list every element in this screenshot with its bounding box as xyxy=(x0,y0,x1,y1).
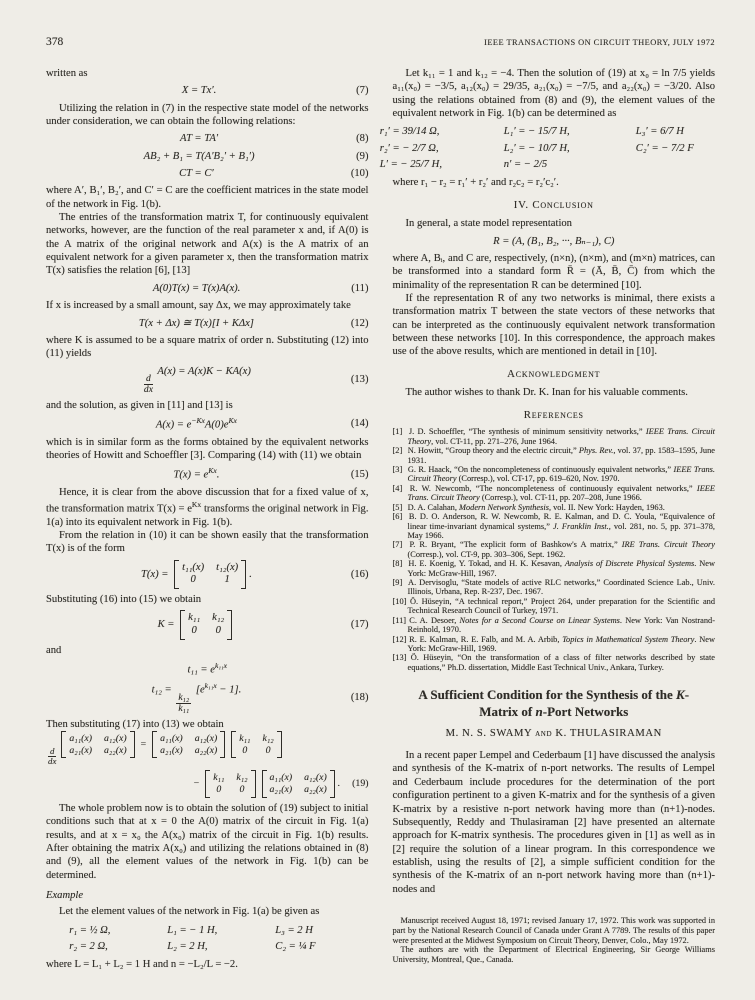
paragraph-where-coefficients: where A′, B₁′, B₂′, and C′ = C are the coefficient matrices in the state model of the network in Fig. 1(b). xyxy=(46,185,369,210)
reference-item: [13] Ö. Hüseyin, “On the transformation of a class of filter networks described by state equations,” Ph.D. dissertation, Middle East Technical Univ., Ankara, Turkey. xyxy=(392,653,715,672)
reference-item: [6] B. D. O. Anderson, R. W. Newcomb, R. E. Kalman, and D. C. Youla, “Equivalence of linear time-invariant dynamical systems,” J. Franklin Inst., vol. 281, no. 5, pp. 371–378, May 1966. xyxy=(392,512,715,540)
equation-13 xyxy=(46,365,369,395)
reference-item: [7] P. R. Bryant, “The explicit form of Bashkow's A matrix,” IRE Trans. Circuit Theory (Corresp.), vol. CT-9, pp. 303–306, Sept. 1962. xyxy=(392,540,715,559)
value-cell: L₁ = − 1 H, xyxy=(167,924,218,936)
paragraph-acknowledgment: The author wishes to thank Dr. K. Inan for his valuable comments. xyxy=(405,387,688,399)
paragraph-where-k: where K is assumed to be a square matrix of order n. Substituting (12) into (11) yields xyxy=(46,334,369,360)
equation-7 xyxy=(46,84,369,97)
paragraph-from-relation: From the relation in (10) it can be shown easily that the transformation T(x) is of the form xyxy=(46,529,369,555)
equation-body: $t_{11} = e^{k_{11}x}$ xyxy=(187,661,228,676)
equation-number: (9) xyxy=(356,150,369,162)
equation-body: K = k₁₁ k₁₂ 0 0 xyxy=(46,610,347,639)
equation-number: (14) xyxy=(350,418,369,430)
equation-19 xyxy=(46,731,369,798)
equation-11 xyxy=(46,282,369,295)
equation-19-line1: $\frac{d}{dx}$ a₁₁(x) a₁₂(x) a₂₁(x) a₂₂(x) = a₁₁(x) a₁₂(x) a₂₁(x) a₂₂(x) k₁₁ k₁₂ 0 0 xyxy=(46,731,369,767)
paragraph-hence: Hence, it is clear from the above discussion that for a fixed value of x, the transformation matrix $T(x) = e^{Kx}$ transforms the original network in Fig. 1(a) into its equivalent network in Fig. 1(b). xyxy=(46,487,369,528)
equation-t11 xyxy=(46,661,369,677)
equation-body: AB₂ + B₁ = T(A′B₂′ + B₁′) xyxy=(143,150,255,162)
equation-body: t₁₂ = $\frac{\text{k₁₂}}{\text{k₁₁}}$ $[e^{k_{11}x} - 1]$. xyxy=(151,680,242,714)
equation-body: − k₁₁ k₁₂ 0 0 a₁₁(x) a₁₂(x) a₂₁(x) a₂₂(x) . xyxy=(46,770,348,798)
value-cell: L₂ = 2 H, xyxy=(167,940,208,952)
value-cell: r₂′ = − 2/7 Ω, xyxy=(379,142,439,154)
equation-number: (15) xyxy=(350,468,369,480)
equation-number: (16) xyxy=(350,568,369,580)
equivalent-values-table xyxy=(379,125,716,171)
paragraph-in-general: In general, a state model representation xyxy=(405,218,572,230)
reference-item: [1] J. D. Schoeffler, “The synthesis of minimum sensitivity networks,” IEEE Trans. Circuit Theory, vol. CT-11, pp. 271–276, June 1964. xyxy=(392,427,715,446)
equation-number: (7) xyxy=(356,85,369,97)
paragraph-written-as: written as xyxy=(46,68,88,79)
value-cell: L₂′ = − 10/7 H, xyxy=(503,142,570,154)
reference-item: [12] R. E. Kalman, R. E. Falb, and M. A. Arbib, Topics in Mathematical System Theory. New York: McGraw-Hill, 1969. xyxy=(392,634,715,654)
example-heading: Example xyxy=(46,889,84,901)
footnote-manuscript: Manuscript received August 18, 1971; revised January 17, 1972. This work was supported in part by the National Research Council of Canada under Grant A 7789. The results of this paper were presented at the Midwest Symposium on Circuit Theory, Denver, Colo., May 1972. xyxy=(392,915,715,945)
reference-item: [4] R. W. Newcomb, “The noncompleteness of continuously equivalent networks,” IEEE Trans. Circuit Theory (Corresp.), vol. CT-11, pp. 207–208, June 1966. xyxy=(392,483,715,503)
right-column xyxy=(379,67,716,972)
reference-item: [3] G. R. Haack, “On the noncompleteness of continuously equivalent networks,” IEEE Trans. Circuit Theory (Corresp.), vol. CT-17, pp. 619–620, Nov. 1970. xyxy=(392,465,715,484)
equation-body: R = (A, (B₁, B₂, ···, Bₙ₋₁), C) xyxy=(493,235,615,247)
equation-body: A(0)T(x) = T(x)A(x). xyxy=(152,282,241,294)
paragraph-utilizing: Utilizing the relation in (7) in the respective state model of the networks under consideration, we can obtain the following relations: xyxy=(46,102,369,128)
two-column-layout xyxy=(46,67,715,972)
equation-8 xyxy=(46,132,369,145)
value-cell: n′ = − 2/5 xyxy=(503,159,548,171)
equation-body: X = Tx′. xyxy=(181,85,217,97)
references-list xyxy=(393,427,716,672)
value-cell xyxy=(636,158,728,171)
equation-body: T(x) = t₁₁(x) t₁₂(x) 0 1 . xyxy=(46,560,347,589)
equation-body: $T(x) = e^{Kx}$. xyxy=(173,466,220,481)
paragraph-which-similar: which is in similar form as the forms obtained by the equivalent networks theories of Howitt and Schoeffler [3]. Comparing (14) with (11) we obtain xyxy=(46,436,369,462)
paragraph-solution: and the solution, as given in [11] and [13] is xyxy=(46,399,233,411)
paragraph-if-x-increased: If x is increased by a small amount, say Δx, we may approximately take xyxy=(46,300,351,312)
reference-item: [2] N. Howitt, “Group theory and the electric circuit,” Phys. Rev., vol. 37, pp. 1583–1595, June 1931. xyxy=(392,446,715,465)
reference-item: [9] A. Dervisoglu, “State models of active RLC networks,” Coordinated Science Lab., Univ. Illinois, Urbana, Rep. R-237, Dec. 1967. xyxy=(392,578,715,597)
equation-body: T(x + Δx) ≅ T(x)[I + KΔx] xyxy=(138,317,254,329)
paragraph-let-k: Let k₁₁ = 1 and k₁₂ = −4. Then the solution of (19) at x₀ = ln 7/5 yields a₁₁(x₀) = −3/5, a₁₂(x₀) = 29/35, a₂₁(x₀) = −7/5, and a₂₂(x₀) = −3/20. Also using the relations obtained from (8) and (9), the element values of the equivalent network in Fig. 1(b) can be determined as xyxy=(392,68,715,120)
section-heading-references: References xyxy=(523,408,584,421)
equation-19-line2 xyxy=(46,770,369,798)
value-cell: r₁′ = 39/14 Ω, xyxy=(379,126,440,138)
footnote xyxy=(393,916,716,965)
paragraph-and: and xyxy=(46,644,62,656)
equation-number: (18) xyxy=(350,691,369,703)
paragraph-let-elements: Let the element values of the network in Fig. 1(a) be given as xyxy=(59,906,320,918)
equation-number: (11) xyxy=(351,282,369,294)
equation-body: $\frac{d}{dx}$ A(x) = A(x)K − KA(x) xyxy=(143,365,251,395)
equation-R xyxy=(393,235,716,248)
equation-number: (17) xyxy=(350,619,369,631)
value-cell: r₂ = 2 Ω, xyxy=(69,940,108,952)
equation-14 xyxy=(46,416,369,432)
value-cell: L₃′ = 6/7 H xyxy=(635,126,684,138)
journal-title: IEEE TRANSACTIONS ON CIRCUIT THEORY, JULY 1972 xyxy=(484,38,715,47)
value-cell: C₂′ = − 7/2 F xyxy=(635,142,694,154)
reference-item: [10] Ö. Hüseyin, “A technical report,” Project 264, under preparation for the Scientific and Technical Research Council of Turkey, 1971. xyxy=(392,596,715,616)
value-cell: r₁ = ½ Ω, xyxy=(69,924,111,936)
paragraph-where-L: where L = L₁ + L₂ = 1 H and n = −L₂/L = −2. xyxy=(46,959,238,971)
equation-number: (19) xyxy=(352,777,369,789)
equation-9 xyxy=(46,150,369,163)
equation-18 xyxy=(46,681,369,714)
equation-number: (10) xyxy=(350,168,369,180)
paragraph-where-matrices: where A, Bᵢ, and C are, respectively, (n×n), (n×m), and (m×n) matrices, can be transformed into a standard form R̄ = (Ā, B̄, C̄) from which the minimality of the representation R can be determined [10]. xyxy=(392,253,715,291)
paragraph-then-substituting: Then substituting (17) into (13) we obtain xyxy=(46,718,224,730)
equation-17 xyxy=(46,610,369,639)
reference-item: [8] H. E. Koenig, Y. Tokad, and H. K. Kesavan, Analysis of Discrete Physical Systems. New York: McGraw-Hill, 1967. xyxy=(392,559,715,578)
equation-body: AT = TA′ xyxy=(180,133,219,145)
paragraph-where-r: where r₁ − r₂ = r₁′ + r₂′ and r₂c₂ = r₂′c₂′. xyxy=(392,177,559,189)
reference-item: [11] C. A. Desoer, Notes for a Second Course on Linear Systems. New York: Van Nostrand-Reinhold, 1970. xyxy=(392,615,716,635)
value-cell: L₃ = 2 H xyxy=(275,924,313,936)
equation-number: (8) xyxy=(356,133,369,145)
equation-10 xyxy=(46,167,369,180)
page-number: 378 xyxy=(46,36,64,48)
section-heading-acknowledgment: Acknowledgment xyxy=(507,367,601,380)
paragraph-if-representation: If the representation R of any two networks is minimal, there exists a transformation matrix T between the state vectors of these networks that can be interpreted as the continuously equivalent network transformation between these networks [10]. In this correspondence, the approach makes use of the above results, which are mentioned in detail in [10]. xyxy=(392,293,715,358)
article-authors: M. N. S. SWAMY and K. THULASIRAMAN xyxy=(445,727,662,739)
equation-body: CT = C′ xyxy=(179,168,214,180)
equation-number: (13) xyxy=(350,373,369,385)
paragraph-entries: The entries of the transformation matrix T, for continuously equivalent networks, however, are the function of the real parameter x and, if A(0) is the A matrix of the original network and A(x) is the A matrix of an equivalent network for a given parameter x, then the transformation matrix T(x) satisfies the relation [6], [13] xyxy=(46,212,369,277)
equation-12 xyxy=(46,317,369,330)
value-cell: C₂ = ¼ F xyxy=(275,940,316,952)
element-values-table xyxy=(46,924,369,954)
equation-15 xyxy=(46,466,369,482)
page-header xyxy=(46,36,715,48)
paragraph-whole-problem: The whole problem now is to obtain the solution of (19) subject to initial conditions such that at x = 0 the A(0) matrix of the circuit in Fig. 1(a) results, and at x = x₀ the A(x₀) matrix of the circuit in Fig. 1(b) results. After obtaining the matrix A(x₀) and utilizing the relations obtained in (8) and (9), all the element values of the network in Fig. 1(b) can be determined. xyxy=(46,802,369,881)
left-column xyxy=(46,67,369,972)
section-heading-conclusion: IV. Conclusion xyxy=(513,198,594,211)
reference-item: [5] D. A. Calahan, Modern Network Synthesis, vol. II. New York: Hayden, 1963. xyxy=(392,502,665,512)
article-title: A Sufficient Condition for the Synthesis of the K-Matrix of n-Port Networks xyxy=(418,687,690,719)
value-cell: L′ = − 25/7 H, xyxy=(379,159,442,171)
footnote-authors-affiliation: The authors are with the Department of Electrical Engineering, Sir George Williams University, Montreal, Que., Canada. xyxy=(392,945,715,965)
paragraph-article-intro: In a recent paper Lempel and Cederbaum [1] have discussed the analysis and synthesis of the K-matrix of n-port networks. The results of Lempel and Cederbaum include procedures for the determination of the port configuration pertinent to a given K-matrix and for the synthesis of a given K-matrix by a resistive n-port network having more than (n+1)-nodes. Subsequently, Reddy and Thulasiraman [2] have presented an alternate approach for K-matrix synthesis. The procedures given in [1] as well as in [2] require the solution of a linear program. In this correspondence we establish, using the results of [2], a simple sufficient condition for the synthesis of the K-matrix of an n-port network having more than (n+1)-nodes and xyxy=(392,750,715,895)
equation-16 xyxy=(46,560,369,589)
value-cell: L₁′ = − 15/7 H, xyxy=(503,126,570,138)
paragraph-substituting: Substituting (16) into (15) we obtain xyxy=(46,594,202,605)
equation-body: $A(x) = e^{-Kx}A(0)e^{Kx}$ xyxy=(155,415,237,431)
equation-number: (12) xyxy=(350,317,369,329)
